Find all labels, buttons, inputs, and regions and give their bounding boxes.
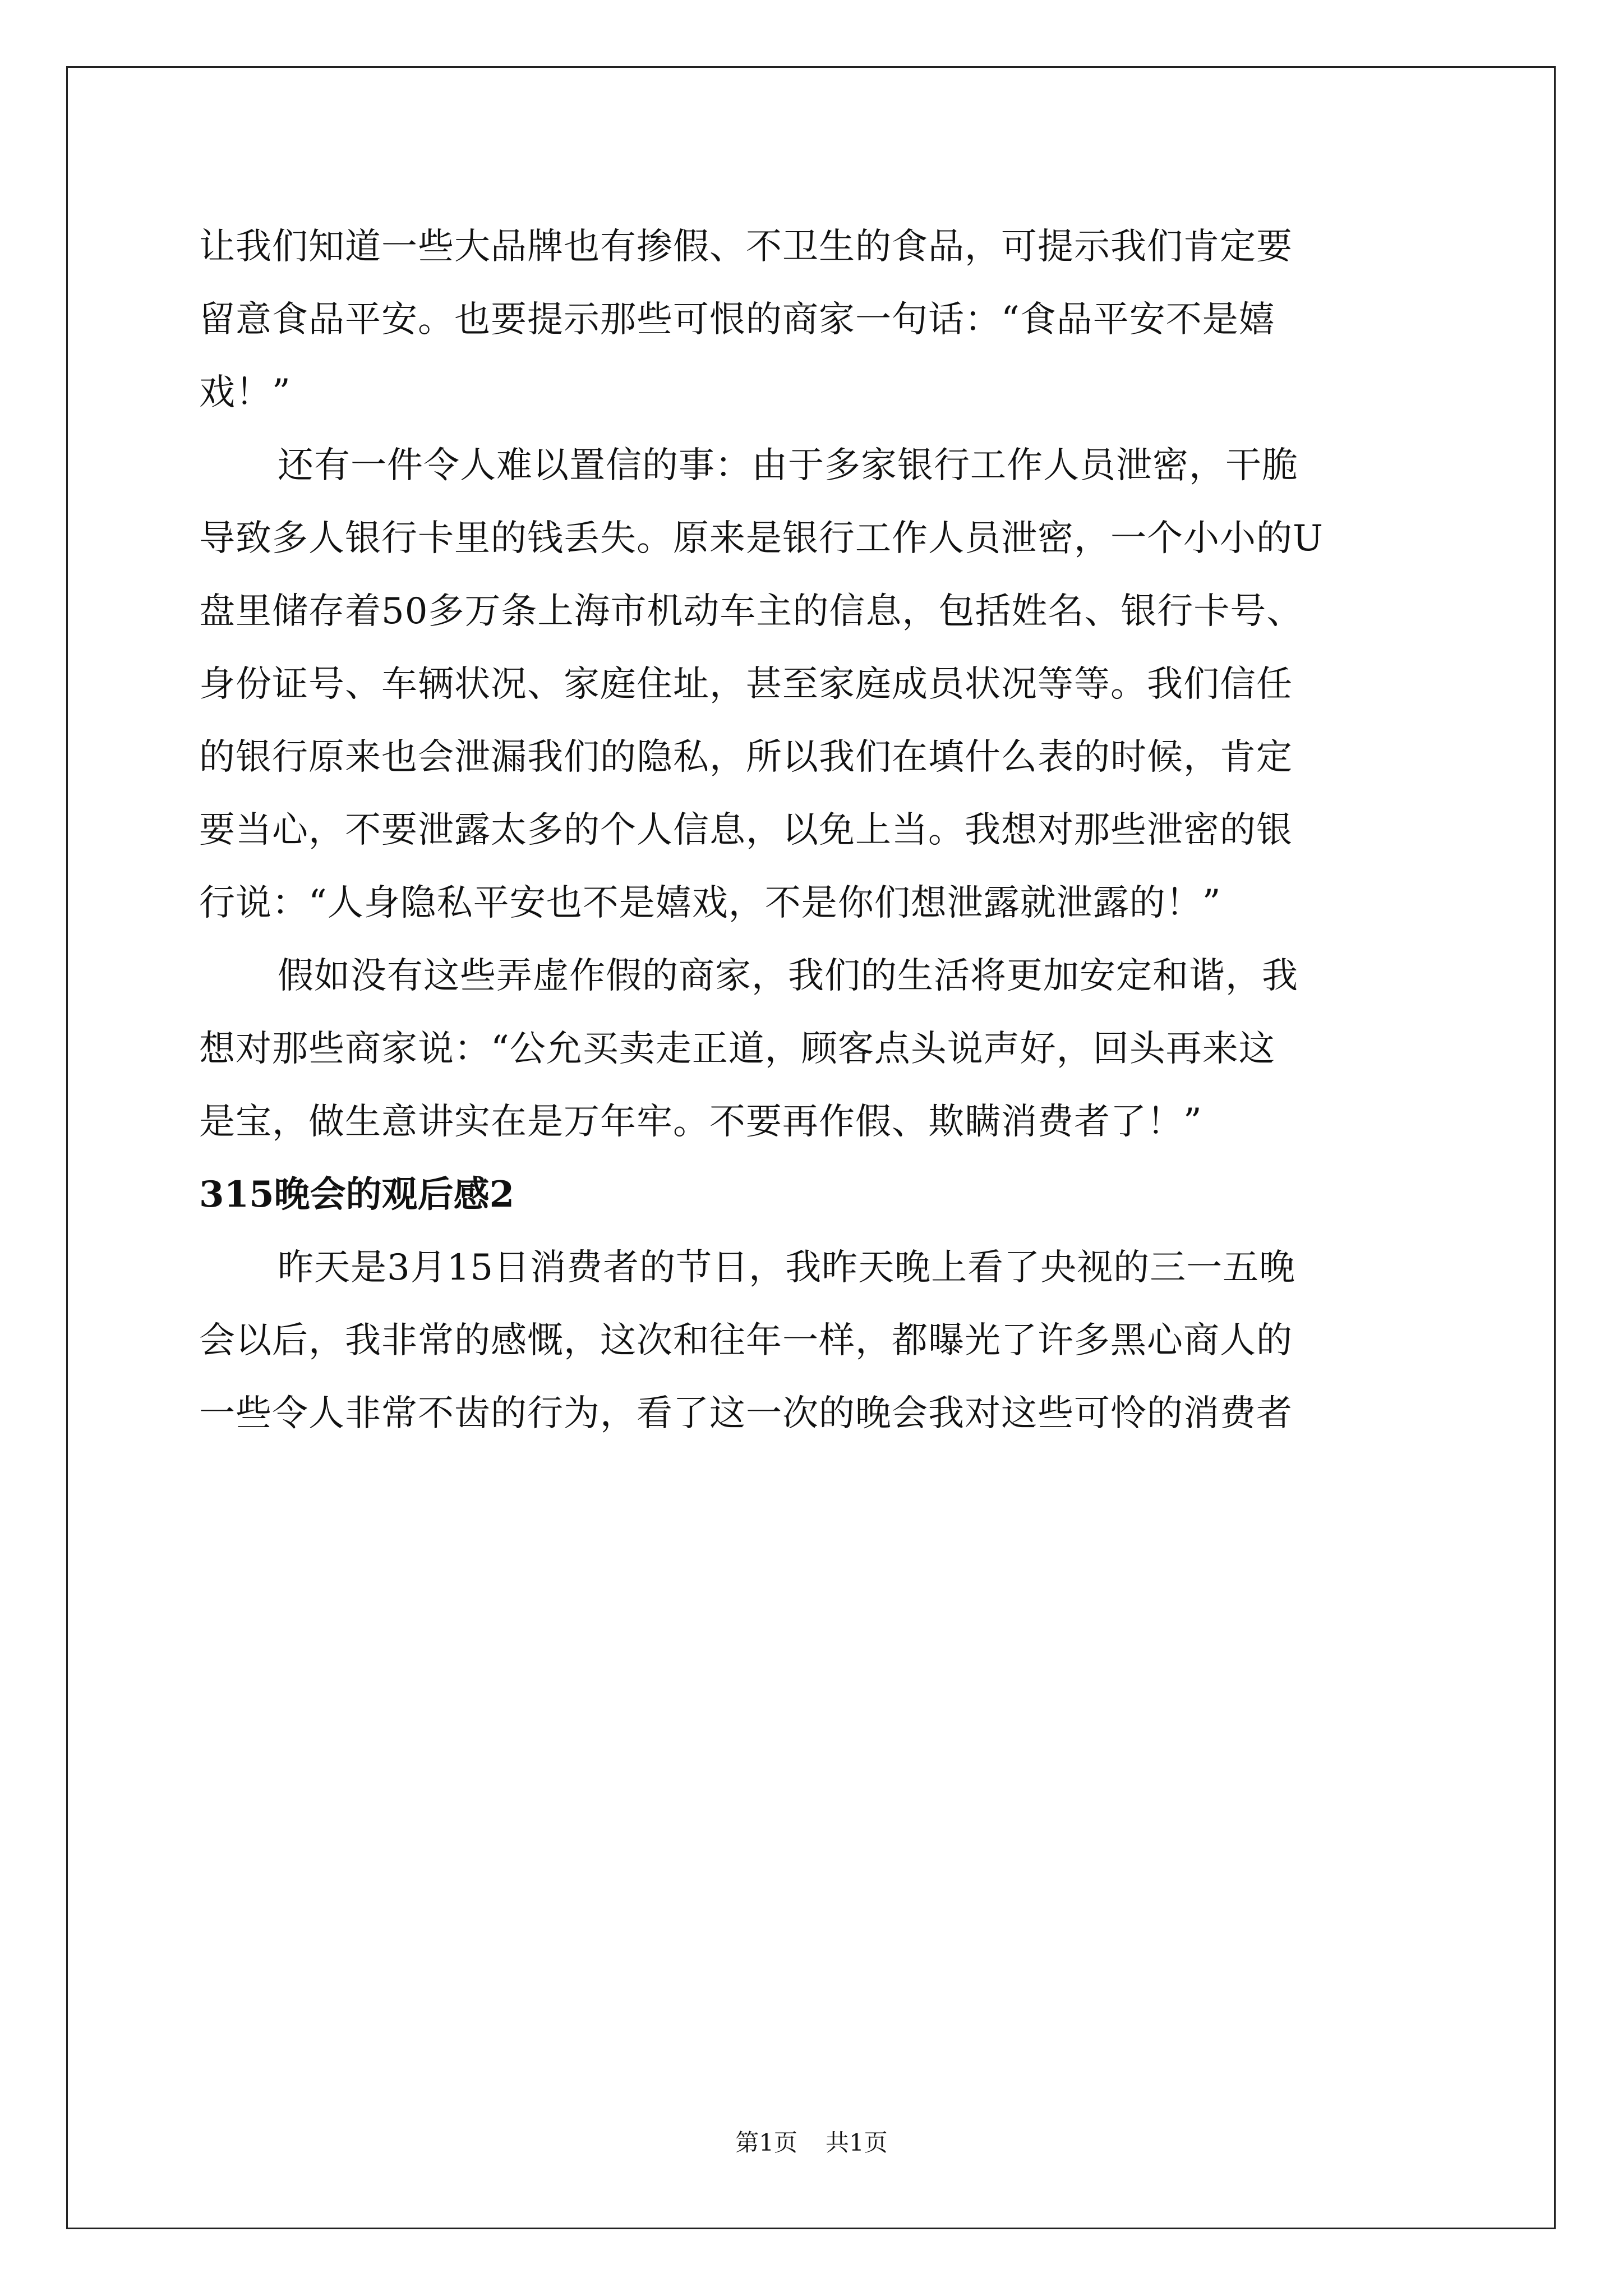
- text-line: 要当心，不要泄露太多的个人信息，以免上当。我想对那些泄密的银: [199, 809, 1293, 851]
- section-heading: 315晚会的观后感2: [199, 1174, 515, 1216]
- text-line: 昨天是3月15日消费者的节日，我昨天晚上看了央视的三一五晚: [278, 1247, 1296, 1289]
- text-line: 会以后，我非常的感慨，这次和往年一样，都曝光了许多黑心商人的: [199, 1320, 1293, 1361]
- text-line: 是宝，做生意讲实在是万年牢。不要再作假、欺瞒消费者了！”: [199, 1101, 1202, 1143]
- text-line: 的银行原来也会泄漏我们的隐私，所以我们在填什么表的时候，肯定: [199, 737, 1293, 778]
- page-footer: [0, 2124, 1623, 2158]
- text-line: 留意食品平安。也要提示那些可恨的商家一句话：“食品平安不是嬉: [199, 299, 1275, 341]
- text-line: 还有一件令人难以置信的事：由于多家银行工作人员泄密，干脆: [278, 445, 1298, 486]
- text-line: 行说：“人身隐私平安也不是嬉戏，不是你们想泄露就泄露的！”: [199, 882, 1221, 924]
- document-body: [199, 210, 1433, 1450]
- text-line: 假如没有这些弄虚作假的商家，我们的生活将更加安定和谐，我: [278, 955, 1298, 997]
- paragraph: [199, 940, 1433, 1158]
- text-line: 盘里储存着50多万条上海市机动车主的信息，包括姓名、银行卡号、: [199, 591, 1303, 632]
- text-line: 让我们知道一些大品牌也有掺假、不卫生的食品，可提示我们肯定要: [199, 226, 1293, 268]
- text-line: 想对那些商家说：“公允买卖走正道，顾客点头说声好，回头再来这: [199, 1028, 1275, 1070]
- page-number: 第1页: [735, 2129, 797, 2156]
- paragraph: [199, 210, 1433, 429]
- text-line: 导致多人银行卡里的钱丢失。原来是银行工作人员泄密，一个小小的U: [199, 518, 1324, 559]
- page-total: 共1页: [826, 2129, 888, 2156]
- paragraph: [199, 1231, 1433, 1450]
- text-line: 身份证号、车辆状况、家庭住址，甚至家庭成员状况等等。我们信任: [199, 664, 1293, 705]
- paragraph: [199, 429, 1433, 940]
- text-line: 一些令人非常不齿的行为，看了这一次的晚会我对这些可怜的消费者: [199, 1393, 1293, 1434]
- text-line: 戏！”: [199, 372, 291, 413]
